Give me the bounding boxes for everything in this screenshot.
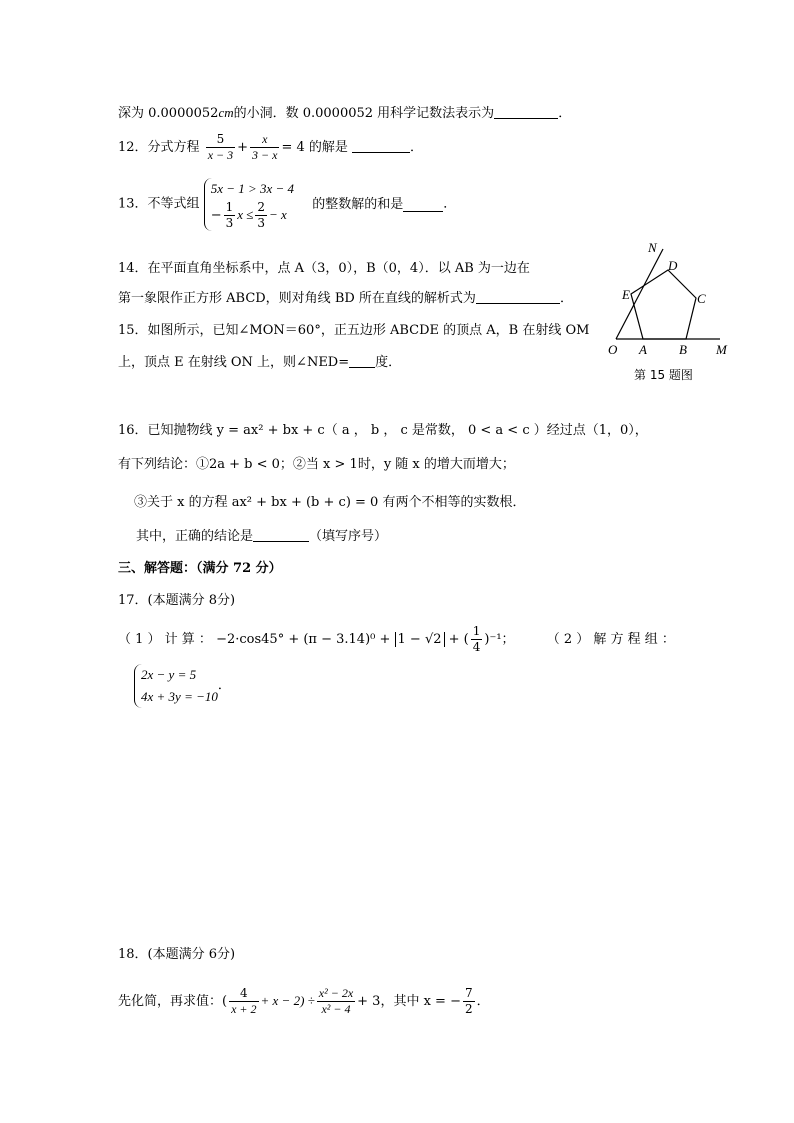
q17-part2-label: （ 2 ） 解 方 程 组 ： bbox=[546, 632, 675, 647]
q17-equation-system bbox=[134, 664, 218, 708]
section-3-title: 三、解答题： bbox=[118, 561, 197, 576]
q17-frac-num: 1 bbox=[472, 624, 481, 638]
q14-end: ． bbox=[559, 291, 573, 306]
q18-frac3 bbox=[463, 986, 475, 1017]
label-c: C bbox=[697, 291, 706, 306]
q12-f1-den: x − 3 bbox=[207, 148, 234, 162]
q17-part1-frac bbox=[471, 624, 483, 655]
label-e: E bbox=[622, 287, 630, 302]
section-3-heading bbox=[118, 560, 282, 578]
q18-frac2 bbox=[317, 986, 355, 1017]
q12-f1-num: 5 bbox=[206, 132, 235, 148]
q14-line2-text: 第一象限作正方形 ABCD，则对角线 BD 所在直线的解析式为 bbox=[118, 291, 476, 306]
q13-inequality-system bbox=[204, 178, 294, 231]
q15-answer-blank[interactable] bbox=[349, 354, 375, 368]
q12-plus: + bbox=[237, 140, 249, 155]
q13-f2-num: 2 bbox=[257, 200, 266, 214]
q13-tail: 的整数解的和是 bbox=[312, 196, 404, 212]
q12-fraction-2 bbox=[250, 132, 279, 163]
figure-15-pentagon bbox=[600, 236, 750, 386]
q16-line1: 16．已知抛物线 y = ax² + bx + c（ a ， b ， c 是常数， 0 < a < c ）经过点（1，0）， bbox=[118, 423, 648, 438]
q17-part1-expr: −2·cos45° + (π − 3.14)⁰ + bbox=[216, 632, 391, 647]
q14-line1: 14．在平面直角坐标系中，点 A（3，0），B（0，4）．以 AB 为一边在 bbox=[118, 261, 530, 276]
q18-f2-num: x² − 2x bbox=[318, 986, 354, 1000]
q13 bbox=[118, 178, 456, 231]
pentagon-abcde bbox=[631, 270, 696, 339]
q12 bbox=[118, 132, 423, 163]
q17-system bbox=[134, 664, 231, 708]
label-b: B bbox=[679, 342, 687, 357]
q12-end: ． bbox=[410, 140, 424, 155]
q13-row2-post: − x bbox=[269, 207, 287, 222]
label-o: O bbox=[608, 342, 618, 357]
q16-line4-end: （填写序号） bbox=[309, 529, 388, 544]
q17-sys-row1: 2x − y = 5 bbox=[141, 667, 197, 682]
label-a: A bbox=[639, 342, 647, 357]
q11-mid: 的小洞．数 0.0000052 用科学记数法表示为 bbox=[233, 106, 495, 121]
q18-header: 18．(本题满分 6分) bbox=[118, 947, 236, 962]
q18-body bbox=[118, 986, 490, 1017]
q18-f1-num: 4 bbox=[229, 986, 258, 1002]
q18-f1-den: x + 2 bbox=[231, 1002, 257, 1016]
q13-answer-blank[interactable] bbox=[403, 198, 443, 212]
q11-prefix: 深为 0.0000052 bbox=[118, 106, 219, 121]
q13-row2-pre: − bbox=[210, 208, 222, 223]
q18-f2-den: x² − 4 bbox=[321, 1002, 351, 1016]
q11-unit: cm bbox=[218, 105, 234, 120]
q15-end: 度． bbox=[375, 355, 402, 370]
q16-line2: 有下列结论：①2a + b < 0；②当 x > 1时，y 随 x 的增大而增大； bbox=[118, 457, 515, 472]
q16-line4 bbox=[136, 528, 387, 546]
q12-answer-blank[interactable] bbox=[352, 139, 410, 153]
q17-part1-plus: + ( bbox=[448, 632, 469, 647]
q18-prefix: 先化简，再求值：( bbox=[118, 994, 228, 1009]
q18-mid: + x − 2) ÷ bbox=[260, 993, 315, 1008]
q17-part1 bbox=[118, 624, 675, 655]
q17-part1-abs: 1 − √2 bbox=[395, 632, 445, 647]
q12-f2-num: x bbox=[250, 132, 279, 148]
q18-end: ． bbox=[476, 994, 490, 1009]
q17-sys-end: ． bbox=[217, 678, 231, 693]
q17-header: 17．(本题满分 8分) bbox=[118, 593, 236, 608]
figure-caption: 第 15 题图 bbox=[634, 368, 693, 382]
q18-f3-num: 7 bbox=[464, 986, 473, 1000]
label-d: D bbox=[668, 258, 678, 273]
q13-end: ． bbox=[443, 196, 457, 212]
q13-f2-den: 3 bbox=[257, 216, 266, 230]
q16-answer-blank[interactable] bbox=[253, 528, 309, 542]
q17-part1-label: （ 1 ） 计 算 ： bbox=[118, 632, 212, 647]
label-n: N bbox=[648, 240, 657, 255]
q18-frac1 bbox=[229, 986, 258, 1017]
q18-post: + 3，其中 x = − bbox=[357, 994, 461, 1009]
q13-row1: 5x − 1 > 3x − 4 bbox=[210, 181, 295, 196]
q17-part1-exp: )⁻¹； bbox=[484, 632, 515, 647]
section-3-score: （满分 72 分） bbox=[196, 561, 282, 576]
label-m: M bbox=[716, 342, 727, 357]
q16-line3: ③关于 x 的方程 ax² + bx + (b + c) = 0 有两个不相等的实数根． bbox=[134, 495, 526, 510]
q13-row2-mid: x ≤ bbox=[237, 207, 254, 222]
q13-f1-den: 3 bbox=[225, 216, 234, 230]
q15-line2 bbox=[118, 354, 401, 372]
q13-row2-frac1 bbox=[224, 200, 236, 231]
q13-label: 13．不等式组 bbox=[118, 196, 200, 212]
q12-fraction-1 bbox=[206, 132, 235, 163]
q12-f2-den: 3 − x bbox=[252, 148, 278, 162]
q13-row2 bbox=[211, 200, 294, 231]
q11-tail bbox=[118, 104, 571, 123]
q17-sys-row2: 4x + 3y = −10 bbox=[141, 689, 218, 704]
q15-line1: 15．如图所示，已知∠MON＝60°，正五边形 ABCDE 的顶点 A，B 在射线 OM bbox=[118, 323, 590, 338]
q16-line4-text: 其中，正确的结论是 bbox=[136, 529, 254, 544]
q17-frac-den: 4 bbox=[472, 640, 481, 654]
q14-line2 bbox=[118, 290, 573, 308]
q11-answer-blank[interactable] bbox=[494, 105, 558, 119]
q13-row2-frac2 bbox=[255, 200, 267, 231]
q11-end: ． bbox=[558, 106, 572, 121]
q12-rhs: = 4 的解是 bbox=[281, 140, 348, 155]
q15-line2-text: 上，顶点 E 在射线 ON 上，则∠NED= bbox=[118, 355, 350, 370]
q14-answer-blank[interactable] bbox=[476, 290, 560, 304]
q12-label: 12．分式方程 bbox=[118, 140, 200, 155]
q13-f1-num: 1 bbox=[225, 200, 234, 214]
q18-f3-den: 2 bbox=[464, 1002, 473, 1016]
